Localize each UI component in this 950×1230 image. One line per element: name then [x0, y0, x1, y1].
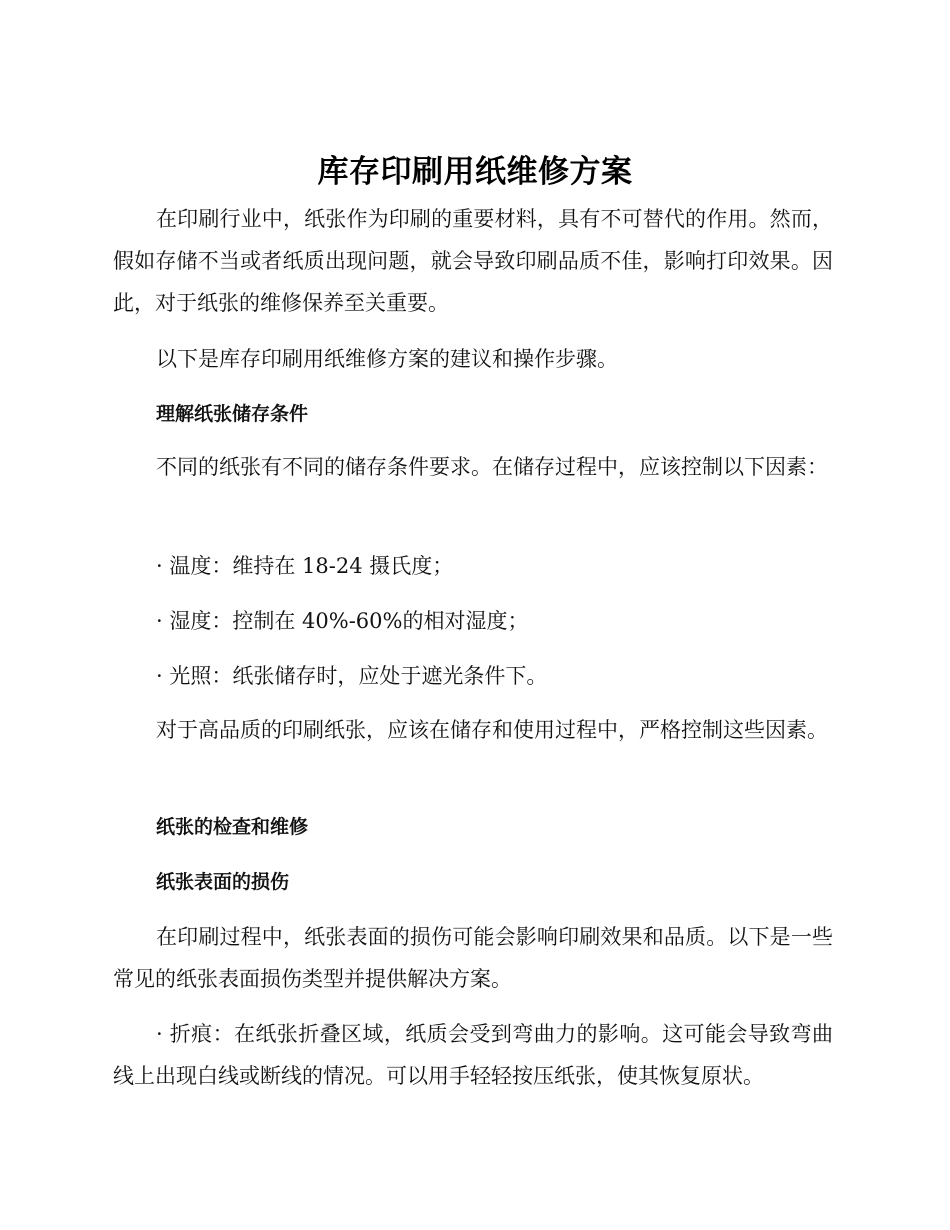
document-title: 库存印刷用纸维修方案 [317, 154, 633, 190]
bullet-humidity: · 湿度：控制在 40%-60%的相对湿度； [156, 609, 529, 633]
surface-damage-paragraph: 在印刷过程中，纸张表面的损伤可能会影响印刷效果和品质。以下是一些常见的纸张表面损伤类型并提供解决方案。 [113, 925, 833, 991]
section-heading-inspection: 纸张的检查和维修 [156, 816, 309, 838]
storage-paragraph: 不同的纸张有不同的储存条件要求。在储存过程中，应该控制以下因素： [156, 455, 828, 479]
section-heading-storage: 理解纸张储存条件 [156, 403, 309, 425]
subheading-surface-damage: 纸张表面的损伤 [156, 871, 290, 893]
bullet-crease: · 折痕：在纸张折叠区域，纸质会受到弯曲力的影响。这可能会导致弯曲线上出现白线或断线的情况。可以用手轻轻按压纸张，使其恢复原状。 [113, 1022, 833, 1088]
bullet-light: · 光照：纸张储存时，应处于遮光条件下。 [156, 664, 548, 688]
storage-closing-paragraph: 对于高品质的印刷纸张，应该在储存和使用过程中，严格控制这些因素。 [156, 718, 828, 742]
intro-paragraph: 在印刷行业中，纸张作为印刷的重要材料，具有不可替代的作用。然而，假如存储不当或者纸质出现问题，就会导致印刷品质不佳，影响打印效果。因此，对于纸张的维修保养至关重要。 [113, 207, 833, 315]
intro-paragraph-2: 以下是库存印刷用纸维修方案的建议和操作步骤。 [156, 347, 618, 371]
bullet-temperature: · 温度：维持在 18-24 摄氏度； [156, 554, 454, 578]
